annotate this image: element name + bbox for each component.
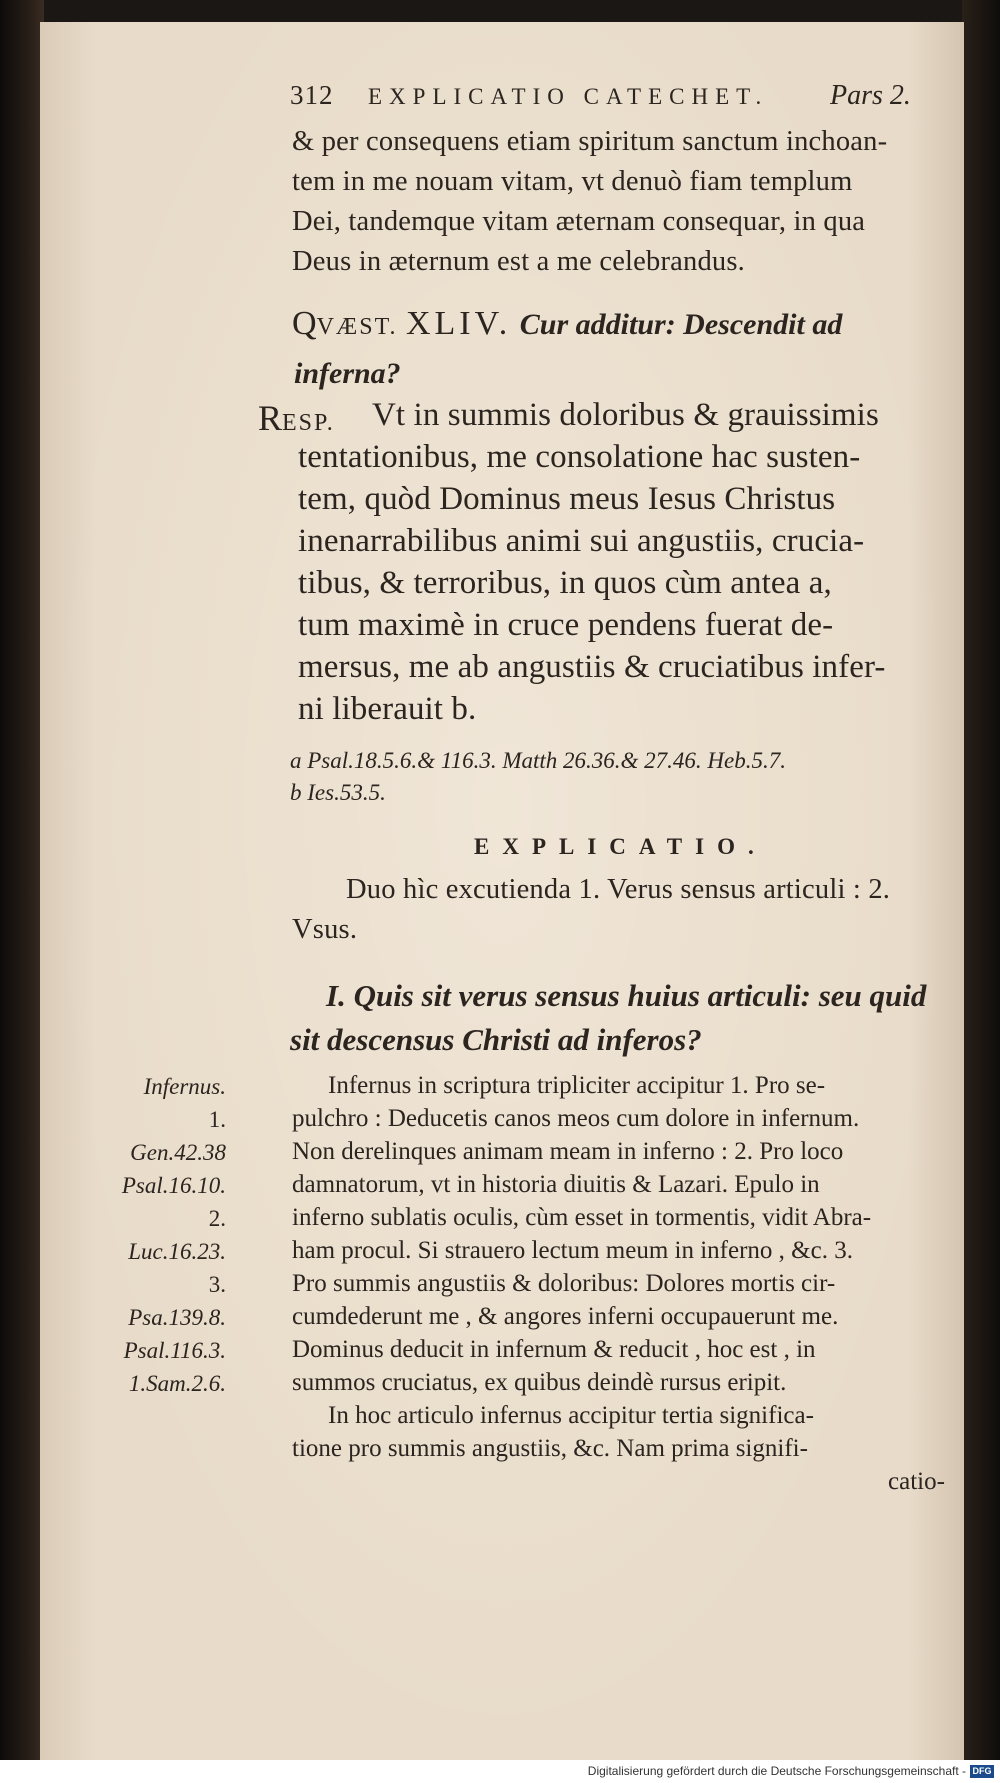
text-line: Dominus deducit in infernum & reducit , hoc est , in	[292, 1336, 816, 1363]
text-line: Dei, tandemque vitam æternam consequar, in qua	[292, 206, 866, 237]
book-page	[40, 22, 964, 1762]
section-heading: EXPLICATIO.	[474, 834, 767, 859]
scan-left-edge	[0, 0, 44, 1760]
margin-note: Luc.16.23.	[128, 1239, 226, 1264]
text-line: Duo hìc excutienda 1. Verus sensus articuli : 2.	[346, 874, 891, 905]
response-line: inenarrabilibus animi sui angustiis, crucia-	[298, 523, 865, 559]
margin-note: Gen.42.38	[130, 1140, 226, 1165]
text-line: & per consequens etiam spiritum sanctum inchoan-	[292, 126, 888, 157]
margin-number: 2.	[208, 1206, 226, 1231]
response-line: tentationibus, me consolatione hac susten-	[298, 439, 861, 475]
scan-right-edge	[962, 0, 1000, 1760]
margin-number: 1.	[208, 1107, 226, 1132]
scripture-reference: b Ies.53.5.	[290, 780, 386, 805]
question-text: Cur additur: Descendit ad	[519, 308, 843, 341]
digitization-credit: Digitalisierung gefördert durch die Deutsche Forschungsgemeinschaft -	[587, 1764, 966, 1778]
text-line: Infernus in scriptura tripliciter accipitur 1. Pro se-	[328, 1072, 826, 1099]
text-line: damnatorum, vt in historia diuitis & Lazari. Epulo in	[292, 1171, 820, 1198]
text-line: pulchro : Deducetis canos meos cum dolore in infernum.	[292, 1105, 860, 1132]
text-line: cumdederunt me , & angores inferni occupauerunt me.	[292, 1303, 839, 1330]
question-number: XLIV.	[405, 305, 512, 342]
text-line: summos cruciatus, ex quibus deindè rursus eripit.	[292, 1369, 787, 1396]
text-line: inferno sublatis oculis, cùm esset in tormentis, vidit Abra-	[292, 1204, 872, 1231]
scripture-reference: a Psal.18.5.6.& 116.3. Matth 26.36.& 27.46. Heb.5.7.	[290, 748, 786, 773]
running-title: EXPLICATIO CATECHET.	[368, 84, 769, 109]
response-line: tibus, & terroribus, in quos cùm antea a,	[298, 565, 832, 601]
response-line: tem, quòd Dominus meus Iesus Christus	[298, 481, 836, 517]
response-line: ni liberauit b.	[298, 691, 477, 727]
margin-note: Psal.116.3.	[123, 1338, 226, 1363]
margin-note: 1.Sam.2.6.	[128, 1371, 226, 1396]
question-continuation: inferna?	[294, 357, 401, 390]
response-line: Vt in summis doloribus & grauissimis	[372, 397, 879, 433]
margin-note: Psa.139.8.	[128, 1305, 226, 1330]
question-word: VÆST.	[316, 314, 398, 340]
response-line: mersus, me ab angustiis & cruciatibus infer-	[298, 649, 886, 685]
text-line: Non derelinques animam meam in inferno : 2. Pro loco	[292, 1138, 844, 1165]
dfg-logo-icon: DFG	[970, 1765, 994, 1778]
part-indicator: Pars 2.	[830, 80, 911, 111]
text-line: In hoc articulo infernus accipitur tertia significa-	[328, 1402, 814, 1429]
text-line: tione pro summis angustiis, &c. Nam prima signifi-	[292, 1435, 808, 1462]
text-line: ham procul. Si strauero lectum meum in inferno , &c. 3.	[292, 1237, 853, 1264]
subheading: sit descensus Christi ad inferos?	[290, 1022, 702, 1057]
text-line: Pro summis angustiis & doloribus: Dolores mortis cir-	[292, 1270, 836, 1297]
margin-note: Infernus.	[143, 1074, 226, 1099]
response-initial: R	[258, 398, 283, 438]
response-word: ESP.	[282, 410, 335, 436]
text-line: tem in me nouam vitam, vt denuò fiam templum	[292, 166, 853, 197]
text-line: Deus in æternum est a me celebrandus.	[292, 246, 745, 277]
question-label	[292, 305, 842, 343]
subheading: I. Quis sit verus sensus huius articuli: seu quid	[326, 978, 927, 1013]
margin-number: 3.	[208, 1272, 226, 1297]
text-line: Vsus.	[292, 914, 358, 945]
question-initial: Q	[292, 305, 317, 342]
response-line: tum maximè in cruce pendens fuerat de-	[298, 607, 834, 643]
response-label	[258, 397, 335, 439]
page-number: 312	[290, 80, 334, 110]
catchword: catio-	[888, 1468, 945, 1495]
margin-note: Psal.16.10.	[121, 1173, 226, 1198]
